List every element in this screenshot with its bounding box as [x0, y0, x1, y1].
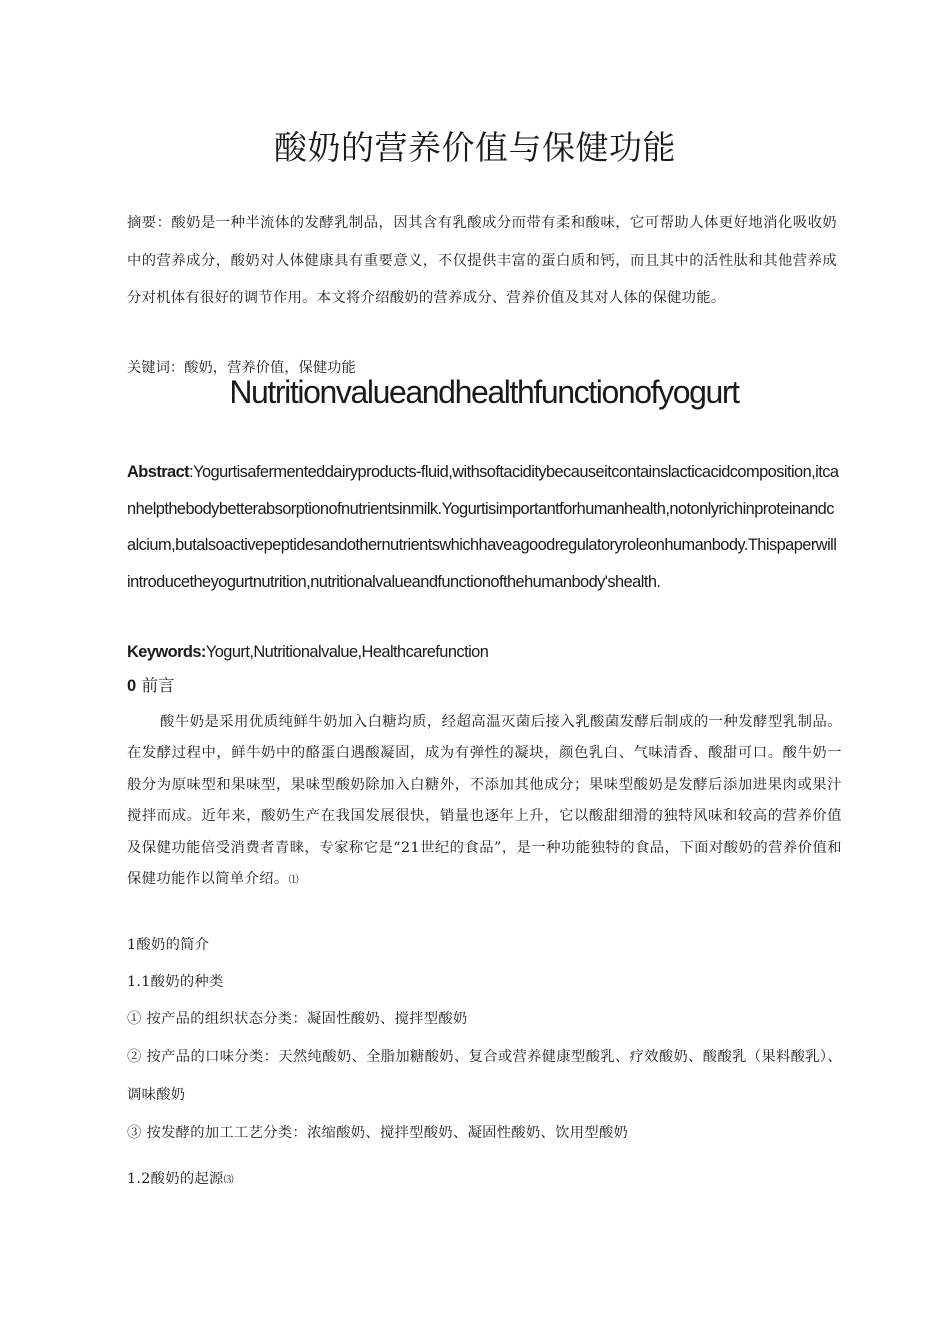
- intro-paragraph: [127, 707, 842, 896]
- section-1-2-reference: ⑶: [223, 1175, 234, 1186]
- section-0-title: 前言: [141, 676, 175, 695]
- keywords-label: Keywords:: [127, 643, 206, 661]
- section-1-2-title: 1.2酸奶的起源: [127, 1171, 224, 1187]
- intro-text: 酸牛奶是采用优质纯鲜牛奶加入白糖均质，经超高温灭菌后接入乳酸菌发酵后制成的一种发酵型乳制品。在发酵过程中，鲜牛奶中的酪蛋白遇酸凝固，成为有弹性的凝块，颜色乳白、气味清香、酸甜可口。酸牛奶一般分为原味型和果味型，果味型酸奶除加入白糖外，不添加其他成分；果味型酸奶是发酵后添加进果肉或果汁搅拌而成。近年来，酸奶生产在我国发展很快，销量也逐年上升，它以酸甜细滑的独特风味和较高的营养价值及保健功能倍受消费者青睐，专家称它是“21世纪的食品”，是一种功能独特的食品，下面对酸奶的营养价值和保健功能作以简单介绍。: [127, 714, 842, 888]
- english-title: Nutritionvalueandhealthfunctionofyogurt: [229, 374, 739, 410]
- english-keywords: [127, 639, 488, 665]
- chinese-title: 酸奶的营养价值与保健功能: [274, 128, 676, 167]
- section-1-heading: 1酸奶的简介: [127, 937, 210, 953]
- section-0-heading: [127, 674, 174, 698]
- english-abstract: [127, 454, 839, 600]
- section-0-number: 0: [127, 677, 137, 695]
- abstract-label: Abstract: [127, 463, 190, 481]
- type-item: ③ 按发酵的加工工艺分类：浓缩酸奶、搅拌型酸奶、凝固性酸奶、饮用型酸奶: [127, 1125, 629, 1141]
- chinese-abstract: 摘要：酸奶是一种半流体的发酵乳制品，因其含有乳酸成分而带有柔和酸味，它可帮助人体更好地消化吸收奶中的营养成分，酸奶对人体健康具有重要意义，不仅提供丰富的蛋白质和钙，而且其中的活性肽和其他营养成分对机体有很好的调节作用。本文将介绍酸奶的营养成分、营养价值及其对人体的保健功能。: [127, 215, 837, 306]
- type-item: ② 按产品的口味分类：天然纯酸奶、全脂加糖酸奶、复合或营养健康型酸乳、疗效酸奶、酸酸乳（果料酸乳）、调味酸奶: [127, 1049, 842, 1103]
- keywords-text: Yogurt,Nutritionalvalue,Healthcarefunction: [205, 643, 489, 661]
- section-1-2-heading: [127, 1167, 234, 1193]
- intro-reference: ⑴: [288, 875, 300, 887]
- chinese-keywords: 关键词：酸奶，营养价值，保健功能: [127, 360, 356, 376]
- type-item: ① 按产品的组织状态分类：凝固性酸奶、搅拌型酸奶: [127, 1011, 468, 1027]
- abstract-text: :Yogurtisafermenteddairyproducts-fluid,withsoftaciditybecauseitcontainslacticacidcomposition,itcanhelpthebodybetterabsorptionofnutrientsinmilk.Yogurtisimportantforhumanhealth,notonlyrichinproteinandcalcium,butalsoactivepeptidesandothernutrientswhichhaveagoodregulatoryroleonhumanbody.Thispaperwillintroducetheyogurtnutrition,nutritionalvalueandfunctionofthehumanbody'shealth.: [127, 463, 839, 591]
- section-1-1-heading: 1.1酸奶的种类: [127, 974, 224, 990]
